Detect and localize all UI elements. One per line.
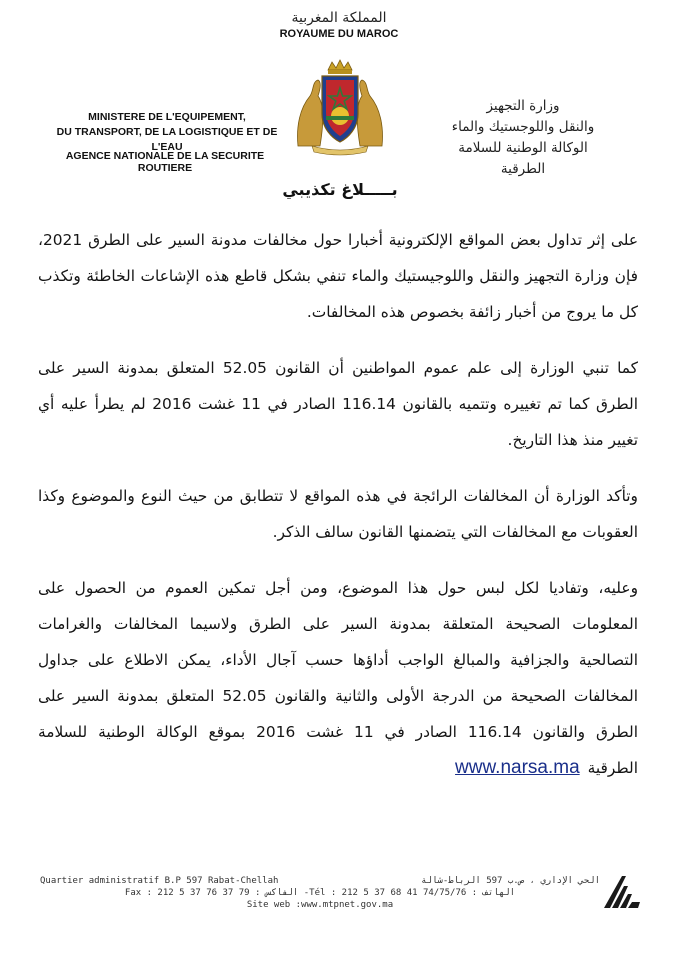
ministry-ar-line-3: الوكالة الوطنية للسلامة [458, 140, 588, 156]
ministry-road-logo-icon [600, 872, 644, 912]
paragraph-4-text: وعليه، وتفاديا لكل لبس حول هذا الموضوع، ومن أجل تمكين العموم من الحصول على المعلومات الصحيحة المتعلقة بمدونة السير على الطرق ولاسيما المخالفات والغرامات التصالحية والجزافية والمبالغ الواجب أداؤها حسب آجال الأداء، يمكن الاطلاع على جداول المخالفات الصحيحة من الدرجة الأولى والثانية والقانون 52.05 المتعلق بمدونة السير على الطرق والقانون 116.14 الصادر في 11 غشت 2016 بموقع الوكالة الوطنية للسلامة الطرقية [38, 579, 638, 777]
ministry-ar-line-4: الطرقية [500, 161, 546, 177]
footer [40, 875, 600, 911]
paragraph-2: كما تنبي الوزارة إلى علم عموم المواطنين أن القانون 52.05 المتعلق بمدونة السير على الطرق كما تم تغييره وتتميه بالقانون 116.14 الصادر في 11 غشت 2016 لم يطرأ عليه أي تغيير منذ هذا التاريخ. [38, 359, 638, 449]
document-body [38, 222, 638, 806]
paragraph-4 [38, 570, 638, 786]
footer-fax: Fax : 212 5 37 76 37 79 : الفاكس [124, 888, 299, 898]
footer-tel: -Tél : 212 5 37 68 41 74/75/76 : الهاتف [303, 888, 516, 898]
moroccan-coat-of-arms-icon [290, 56, 390, 156]
footer-address-arabic: الحي الإداري ، ص.ب 597 الرباط-شالة [421, 876, 600, 886]
document-title: بـــــلاغ تكذيبي [282, 180, 398, 199]
ministry-ar-line-2: والنقل واللوجستيك والماء [451, 119, 595, 135]
ministry-name-arabic [398, 96, 648, 180]
ministry-fr-line-1: MINISTERE DE L'EQUIPEMENT, [88, 111, 246, 123]
ministry-fr-line-2: DU TRANSPORT, DE LA LOGISTIQUE ET DE L'EAU [56, 126, 278, 153]
ministry-ar-line-1: وزارة التجهيز [486, 98, 560, 114]
kingdom-name-arabic: المملكة المغربية [291, 10, 387, 26]
agency-name-french: AGENCE NATIONALE DE LA SECURITE ROUTIERE [65, 150, 265, 174]
website-link[interactable]: www.narsa.ma [455, 757, 580, 778]
paragraph-1: على إثر تداول بعض المواقع الإلكترونية أخبارا حول مخالفات مدونة السير على الطرق 2021، فإن وزارة التجهيز والنقل واللوجيستيك والماء تنفي بشكل قاطع هذه الإشاعات الخاطئة وتكذب كل ما يروج من أخبار زائفة بخصوص هذه المخالفات. [38, 231, 638, 321]
ministry-name-french [44, 110, 290, 155]
footer-website[interactable]: Site web :www.mtpnet.gov.ma [246, 900, 394, 910]
footer-address-french: Quartier administratif B.P 597 Rabat-Chellah [40, 876, 279, 886]
paragraph-3: وتأكد الوزارة أن المخالفات الرائجة في هذه المواقع لا تتطابق من حيث النوع والموضوع وكذا العقوبات مع المخالفات التي يتضمنها القانون سالف الذكر. [38, 487, 638, 541]
kingdom-name-french: ROYAUME DU MAROC [279, 28, 399, 40]
